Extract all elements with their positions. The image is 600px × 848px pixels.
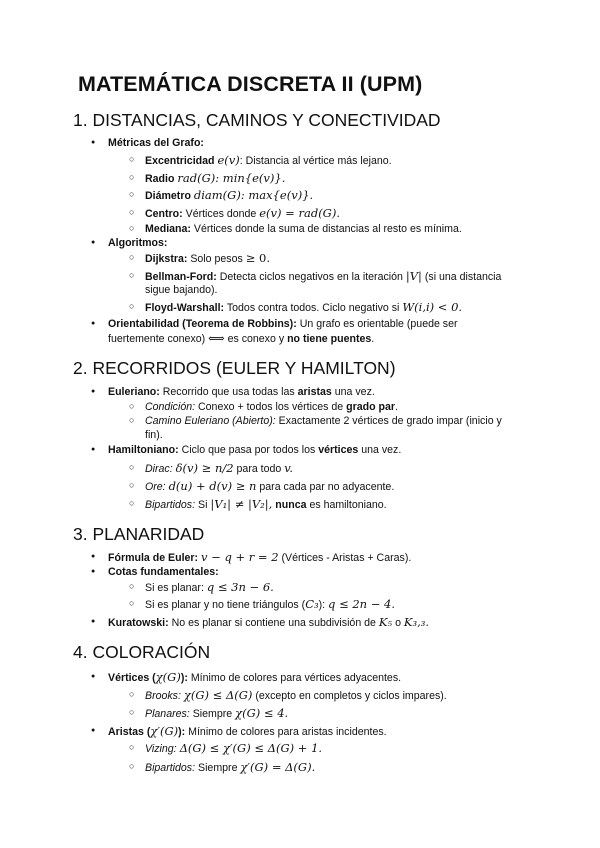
list-item-condicion xyxy=(145,400,398,414)
section-heading-planaridad: 3. PLANARIDAD xyxy=(73,524,205,544)
page-title: MATEMÁTICA DISCRETA II (UPM) xyxy=(78,72,423,96)
list-item-floyd-warshall xyxy=(145,300,462,315)
sections-0-centro-text: Vértices donde xyxy=(185,208,257,220)
sections-0-bellman-text: Detecta ciclos negativos en la iteración xyxy=(219,271,403,283)
sections-2-planar1-text: Si es planar: xyxy=(145,582,204,594)
sections-3-aristas-text: Mínimo de colores para aristas incidentes. xyxy=(188,726,387,738)
sections-2-planar2-text: Si es planar y no tiene triángulos ( xyxy=(145,599,306,611)
sections-1-ore-text: para cada par no adyacente. xyxy=(259,481,395,493)
sections-1-condicion-text: Conexo + todos los vértices de xyxy=(198,401,344,413)
list-item-bellman-ford xyxy=(145,269,501,284)
sections-0-diametro-math: diam(G): max{e(v)}. xyxy=(193,188,314,202)
list-item-orientabilidad-cont xyxy=(108,331,374,346)
list-item-planar-sin-triangulos xyxy=(145,597,395,612)
sections-3-aristas-label: Aristas ( xyxy=(108,726,151,738)
sections-2-kuratowski-math: K₅ xyxy=(378,615,393,629)
list-item-planar-cota xyxy=(145,580,274,595)
sections-3-vizing-label: Vizing: xyxy=(145,743,177,755)
sections-1-euler-bold: aristas xyxy=(297,386,332,398)
sections-2-kuratowski-text2: o xyxy=(395,617,401,629)
sections-0-orient-label: Orientabilidad (Teorema de Robbins): xyxy=(108,318,297,330)
sections-1-ore-label: Ore: xyxy=(145,481,166,493)
sections-3-vizing-math: Δ(G) ≤ χ′(G) ≤ Δ(G) + 1. xyxy=(179,741,323,755)
sections-1-bipartidos-text: Si xyxy=(198,499,208,511)
sections-1-condicion-bold: grado par xyxy=(346,401,395,413)
list-item-kuratowski xyxy=(108,615,429,630)
sections-0-dijkstra-label: Dijkstra: xyxy=(145,253,188,265)
sections-0-radio-label: Radio xyxy=(145,173,175,185)
list-item-camino-euleriano xyxy=(145,414,502,428)
sections-2-kuratowski-text: No es planar si contiene una subdivisión de xyxy=(171,617,376,629)
sections-1-camino-text2: fin). xyxy=(145,429,163,441)
sections-2-euler-f-text: (Vértices - Aristas + Caras). xyxy=(281,552,412,564)
list-item-camino-euleriano-cont xyxy=(145,428,163,442)
sections-3-aristas-math: χ′(G) xyxy=(150,724,179,738)
sections-2-planar2-math2: q ≤ 2n − 4. xyxy=(328,597,395,611)
list-item-centro xyxy=(145,206,340,221)
sections-0-excentricidad-label: Excentricidad xyxy=(145,155,215,167)
sections-2-euler-f-label: Fórmula de Euler: xyxy=(108,552,199,564)
sections-3-brooks-math: χ(G) ≤ Δ(G) xyxy=(183,688,253,702)
list-item-bipartidos-aristas xyxy=(145,760,315,775)
sections-0-excentricidad-text: : Distancia al vértice más lejano. xyxy=(239,155,392,167)
sections-1-hamilton-text: Ciclo que pasa por todos los xyxy=(181,444,316,456)
sections-0-floyd-text: Todos contra todos. Ciclo negativo si xyxy=(226,302,400,314)
sections-3-vertices-text: Mínimo de colores para vértices adyacentes. xyxy=(190,672,402,684)
sections-0-algoritmos-label: Algoritmos: xyxy=(108,237,168,249)
sections-1-bipartidos-bold: nunca xyxy=(275,499,307,511)
sections-1-hamilton-label: Hamiltoniano: xyxy=(108,444,179,456)
list-item-orientabilidad xyxy=(108,317,458,331)
sections-2-cotas-label: Cotas fundamentales: xyxy=(108,566,219,578)
sections-0-mediana-text: Vértices donde la suma de distancias al resto es mínima. xyxy=(193,223,462,235)
list-item-brooks xyxy=(145,688,447,703)
sections-0-orient-bold3: no tiene puentes xyxy=(287,333,372,345)
list-item-vizing xyxy=(145,741,322,756)
sections-0-mediana-label: Mediana: xyxy=(145,223,191,235)
section-heading-recorridos: 2. RECORRIDOS (EULER Y HAMILTON) xyxy=(73,358,396,378)
sections-1-camino-label: Camino Euleriano (Abierto): xyxy=(145,415,276,427)
sections-1-euler-text2: una vez. xyxy=(334,386,375,398)
list-item-formula-euler xyxy=(108,550,411,565)
sections-1-dirac-label: Dirac: xyxy=(145,463,173,475)
sections-3-bipart2-text: Siempre xyxy=(198,762,238,774)
sections-0-bellman-text3: sigue bajando). xyxy=(145,284,218,296)
sections-3-planares-math: χ(G) ≤ 4. xyxy=(235,706,289,720)
list-item-algoritmos xyxy=(108,236,167,250)
sections-2-planar1-math: q ≤ 3n − 6. xyxy=(206,580,274,594)
list-item-ore xyxy=(145,479,394,494)
list-item-metricas xyxy=(108,136,204,150)
sections-1-bipartidos-text2: es hamiltoniano. xyxy=(309,499,387,511)
sections-1-camino-text: Exactamente 2 vértices de grado impar (inicio y xyxy=(278,415,502,427)
sections-0-centro-math: e(v) = rad(G). xyxy=(259,206,341,220)
list-item-cotas xyxy=(108,565,219,579)
sections-0-dijkstra-text: Solo pesos xyxy=(190,253,243,265)
list-item-bipartidos-hamilton xyxy=(145,497,387,512)
section-heading-coloracion: 4. COLORACIÓN xyxy=(73,642,211,662)
list-item-mediana xyxy=(145,222,462,236)
sections-0-orient-text3: es conexo y xyxy=(227,333,285,345)
sections-0-orient-arrow: ⟺ xyxy=(208,331,225,345)
list-item-euleriano xyxy=(108,385,375,399)
sections-3-vertices-label2: ): xyxy=(180,672,188,684)
sections-3-bipart2-label: Bipartidos: xyxy=(145,762,196,774)
sections-1-dirac-math2: v. xyxy=(284,461,294,475)
sections-2-kuratowski-label: Kuratowski: xyxy=(108,617,169,629)
sections-0-dijkstra-math: ≥ 0. xyxy=(245,251,270,265)
sections-0-orient-text2: fuertemente conexo) xyxy=(108,333,206,345)
sections-1-euler-text: Recorrido que usa todas las xyxy=(162,386,295,398)
list-item-diametro xyxy=(145,188,313,203)
list-item-aristas xyxy=(108,724,387,739)
sections-0-radio-math: rad(G): min{e(v)}. xyxy=(177,171,286,185)
sections-1-hamilton-bold: vértices xyxy=(318,444,359,456)
sections-1-condicion-label: Condición: xyxy=(145,401,196,413)
sections-3-vertices-math: χ(G) xyxy=(155,670,181,684)
sections-3-bipart2-math: χ′(G) = Δ(G). xyxy=(240,760,316,774)
sections-1-ore-math: d(u) + d(v) ≥ n xyxy=(168,479,257,493)
list-item-radio xyxy=(145,171,285,186)
list-item-planares xyxy=(145,706,288,721)
sections-3-vertices-label: Vértices ( xyxy=(108,672,156,684)
sections-0-floyd-label: Floyd-Warshall: xyxy=(145,302,225,314)
list-item-vertices xyxy=(108,670,401,685)
sections-2-planar2-math: C₃ xyxy=(305,597,319,611)
sections-0-orient-text: Un grafo es orientable (puede ser xyxy=(299,318,458,330)
sections-0-orient-end: . xyxy=(371,333,375,345)
sections-0-bellman-text2: (si una distancia xyxy=(424,271,502,283)
sections-3-brooks-text: (excepto en completos y ciclos impares). xyxy=(255,690,447,702)
sections-1-dirac-text: para todo xyxy=(236,463,282,475)
sections-1-dirac-math: δ(v) ≥ n/2 xyxy=(175,461,234,475)
sections-3-aristas-label2: ): xyxy=(178,726,186,738)
sections-0-diametro-label: Diámetro xyxy=(145,190,191,202)
sections-2-kuratowski-math2: K₃,₃. xyxy=(403,615,430,629)
list-item-bellman-ford-cont xyxy=(145,283,217,297)
sections-1-condicion-end: . xyxy=(395,401,398,413)
sections-1-euler-label: Euleriano: xyxy=(108,386,160,398)
sections-2-planar2-text2: ): xyxy=(318,599,326,611)
sections-3-planares-label: Planares: xyxy=(145,708,190,720)
sections-1-bipartidos-math: |V₁| ≠ |V₂|, xyxy=(210,497,273,511)
sections-1-hamilton-text2: una vez. xyxy=(361,444,402,456)
sections-3-planares-text: Siempre xyxy=(192,708,233,720)
list-item-dijkstra xyxy=(145,251,270,266)
sections-2-euler-f-math: v − q + r = 2 xyxy=(201,550,279,564)
sections-0-centro-label: Centro: xyxy=(145,208,183,220)
list-item-dirac xyxy=(145,461,293,476)
sections-0-bellman-math: |V| xyxy=(405,269,422,283)
list-item-hamiltoniano xyxy=(108,443,401,457)
sections-0-bellman-label: Bellman-Ford: xyxy=(145,271,217,283)
sections-1-bipartidos-label: Bipartidos: xyxy=(145,499,196,511)
list-item-excentricidad xyxy=(145,153,392,168)
sections-3-brooks-label: Brooks: xyxy=(145,690,181,702)
sections-0-floyd-math: W(i,i) < 0. xyxy=(402,300,463,314)
sections-0-excentricidad-math: e(v) xyxy=(217,153,240,167)
section-heading-distancias: 1. DISTANCIAS, CAMINOS Y CONECTIVIDAD xyxy=(73,110,441,130)
sections-0-metricas-label: Métricas del Grafo: xyxy=(108,137,204,149)
